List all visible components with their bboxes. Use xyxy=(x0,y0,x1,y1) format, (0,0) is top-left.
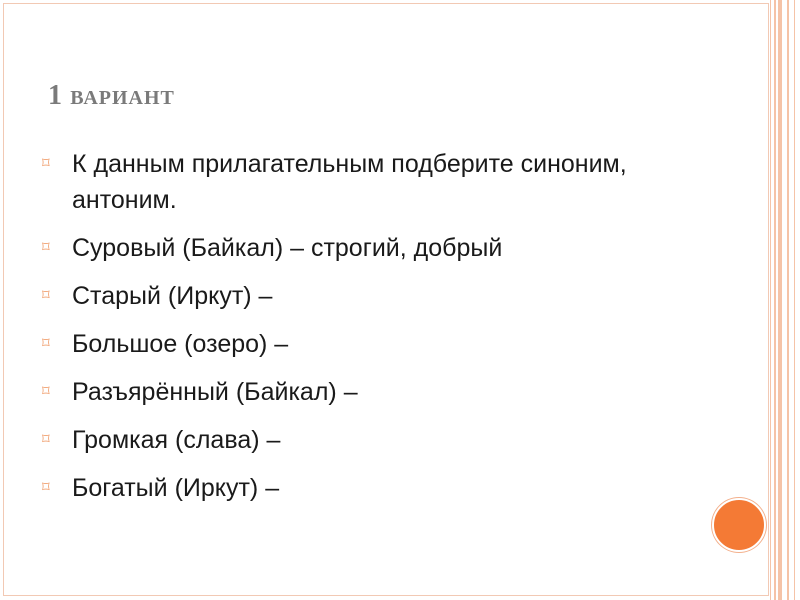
bullet-item xyxy=(40,230,700,266)
bullet-text: Старый (Иркут) – xyxy=(72,282,273,310)
bullet-item xyxy=(40,278,700,314)
decorative-line xyxy=(794,0,795,600)
decorative-line xyxy=(778,0,782,600)
bullet-item xyxy=(40,146,700,218)
bullet-item xyxy=(40,374,700,410)
bullet-marker-icon: ⌑ xyxy=(42,383,50,400)
bullet-item xyxy=(40,470,700,506)
bullet-item xyxy=(40,422,700,458)
bullet-marker-icon: ⌑ xyxy=(42,335,50,352)
bullet-text: Громкая (слава) – xyxy=(72,426,281,454)
bullet-text: К данным прилагательным подберите синоним, антоним. xyxy=(72,150,627,214)
bullet-text: Разъярённый (Байкал) – xyxy=(72,378,358,406)
bullet-marker-icon: ⌑ xyxy=(42,287,50,304)
title-text: ВАРИАНТ xyxy=(70,87,175,109)
decorative-orange-circle xyxy=(712,498,766,552)
bullet-marker-icon: ⌑ xyxy=(42,239,50,256)
decorative-right-lines xyxy=(768,0,800,600)
bullet-marker-icon: ⌑ xyxy=(42,479,50,496)
title-number: 1 xyxy=(48,80,63,111)
bullet-marker-icon: ⌑ xyxy=(42,431,50,448)
decorative-line xyxy=(787,0,789,600)
decorative-line xyxy=(770,0,771,600)
bullet-text: Большое (озеро) – xyxy=(72,330,289,358)
bullet-item xyxy=(40,326,700,362)
bullet-marker-icon: ⌑ xyxy=(42,155,50,172)
bullet-text: Богатый (Иркут) – xyxy=(72,474,280,502)
slide-title xyxy=(48,80,175,112)
bullet-text: Суровый (Байкал) – строгий, добрый xyxy=(72,234,503,262)
decorative-line xyxy=(774,0,776,600)
bullet-list xyxy=(40,146,700,518)
